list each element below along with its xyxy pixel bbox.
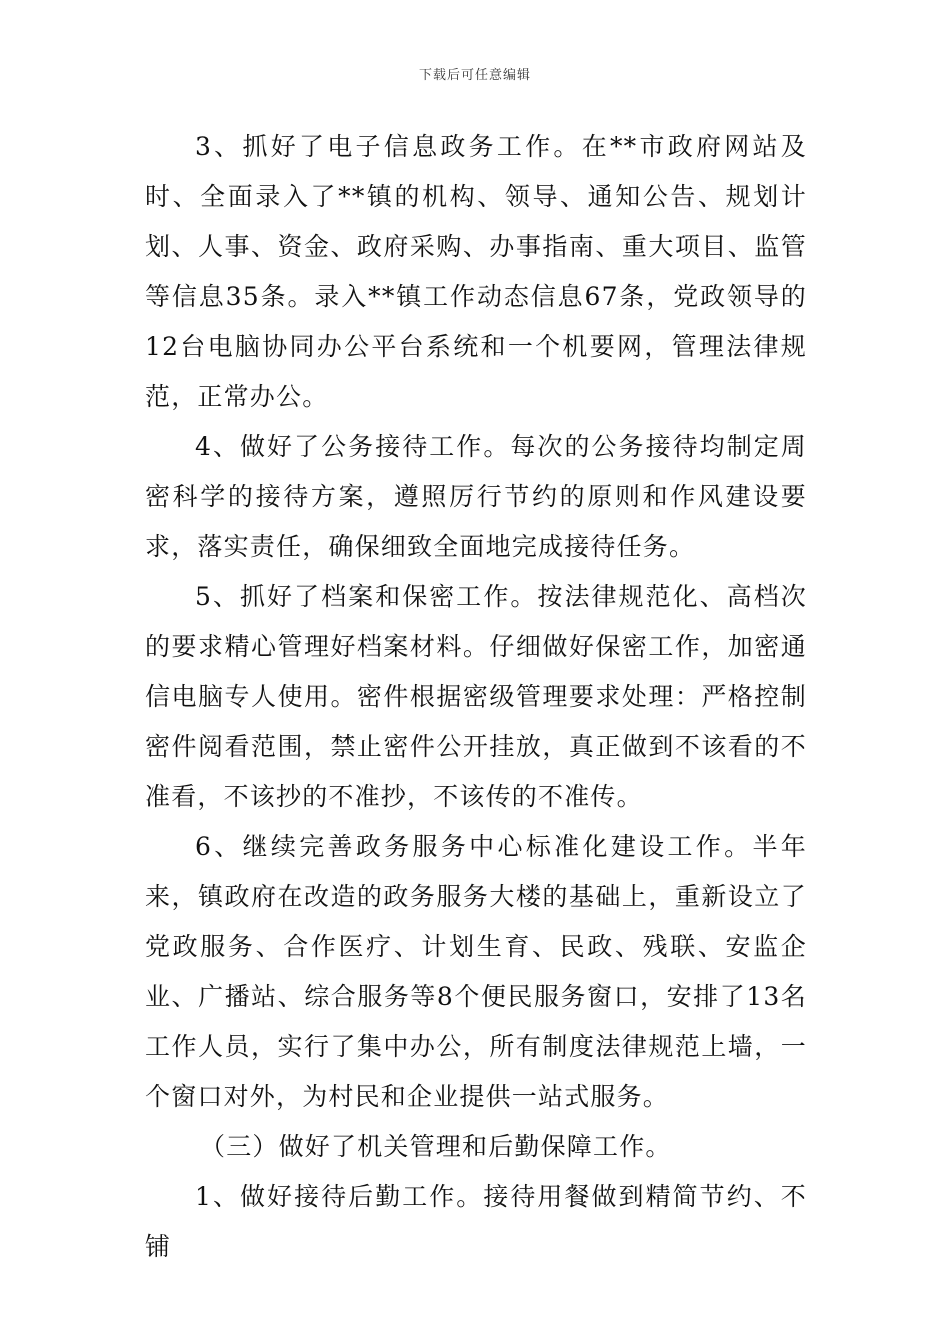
paragraph-item-4: 4、做好了公务接待工作。每次的公务接待均制定周密科学的接待方案，遵照厉行节约的原则和作风建设要求，落实责任，确保细致全面地完成接待任务。 <box>145 432 807 561</box>
document-body <box>145 122 807 1272</box>
paragraph-item-3: 3、抓好了电子信息政务工作。在**市政府网站及时、全面录入了**镇的机构、领导、通知公告、规划计划、人事、资金、政府采购、办事指南、重大项目、监管等信息35条。录入**镇工作动态信息67条，党政领导的12台电脑协同办公平台系统和一个机要网，管理法律规范，正常办公。 <box>145 132 807 411</box>
section-heading-3: （三）做好了机关管理和后勤保障工作。 <box>200 1132 672 1161</box>
paragraph-item-6: 6、继续完善政务服务中心标准化建设工作。半年来，镇政府在改造的政务服务大楼的基础上，重新设立了党政服务、合作医疗、计划生育、民政、残联、安监企业、广播站、综合服务等8个便民服务窗口，安排了13名工作人员，实行了集中办公，所有制度法律规范上墙，一个窗口对外，为村民和企业提供一站式服务。 <box>145 832 807 1111</box>
paragraph-item-5: 5、抓好了档案和保密工作。按法律规范化、高档次的要求精心管理好档案材料。仔细做好保密工作，加密通信电脑专人使用。密件根据密级管理要求处理：严格控制密件阅看范围，禁止密件公开挂放，真正做到不该看的不准看，不该抄的不准抄，不该传的不准传。 <box>145 582 807 811</box>
paragraph-item-1: 1、做好接待后勤工作。接待用餐做到精简节约、不铺 <box>145 1182 807 1261</box>
page-header: 下载后可任意编辑 <box>418 68 531 83</box>
